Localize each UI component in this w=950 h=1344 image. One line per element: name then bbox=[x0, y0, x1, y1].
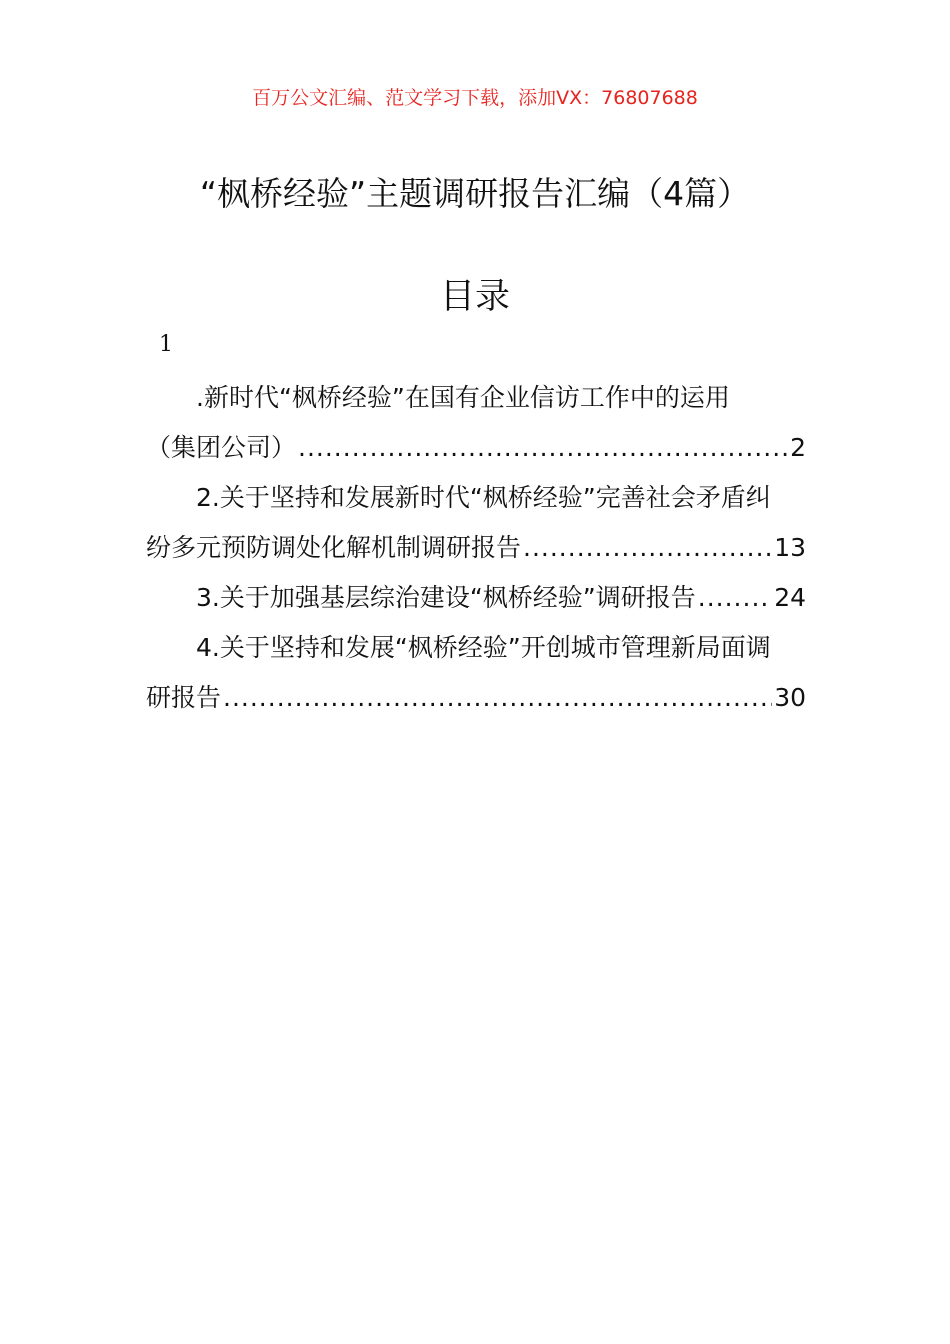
header-note: 百万公文汇编、范文学习下载，添加VX：76807688 bbox=[252, 87, 698, 109]
toc-entry-1-text-cont: （集团公司） bbox=[146, 433, 297, 462]
toc-entry-2-page: 13 bbox=[774, 533, 806, 562]
toc-entry-2-text: 2.关于坚持和发展新时代“枫桥经验”完善社会矛盾纠 bbox=[196, 483, 771, 512]
toc-entry-2-line-1 bbox=[146, 473, 806, 523]
toc-entry-4-line-1 bbox=[146, 623, 806, 673]
toc-entry-3-text: 3.关于加强基层综治建设“枫桥经验”调研报告 bbox=[196, 583, 696, 612]
toc-entry-1-page: 2 bbox=[790, 433, 806, 462]
toc-leader-dots bbox=[223, 673, 772, 723]
toc-entry-3-page: 24 bbox=[774, 583, 806, 612]
toc-list bbox=[146, 373, 806, 723]
toc-entry-1-text: .新时代“枫桥经验”在国有企业信访工作中的运用 bbox=[196, 383, 730, 412]
toc-entry-1-line-1 bbox=[146, 373, 806, 423]
toc-entry-4-page: 30 bbox=[774, 683, 806, 712]
toc-leader-dots bbox=[698, 573, 772, 623]
toc-entry-2-text-cont: 纷多元预防调处化解机制调研报告 bbox=[146, 533, 522, 562]
toc-entry-4-text-cont: 研报告 bbox=[146, 683, 222, 712]
document-title: “枫桥经验”主题调研报告汇编（4篇） bbox=[199, 174, 751, 213]
toc-entry-2-line-2 bbox=[146, 523, 806, 573]
toc-entry-1-line-2 bbox=[146, 423, 806, 473]
toc-entry-3-line-1 bbox=[146, 573, 806, 623]
toc-entry-4-line-2 bbox=[146, 673, 806, 723]
toc-entry-4-text: 4.关于坚持和发展“枫桥经验”开创城市管理新局面调 bbox=[196, 633, 771, 662]
toc-leader-dots bbox=[523, 523, 772, 573]
toc-leader-dots bbox=[298, 423, 788, 473]
toc-heading: 目录 bbox=[439, 277, 510, 317]
stray-number: 1 bbox=[159, 332, 173, 357]
